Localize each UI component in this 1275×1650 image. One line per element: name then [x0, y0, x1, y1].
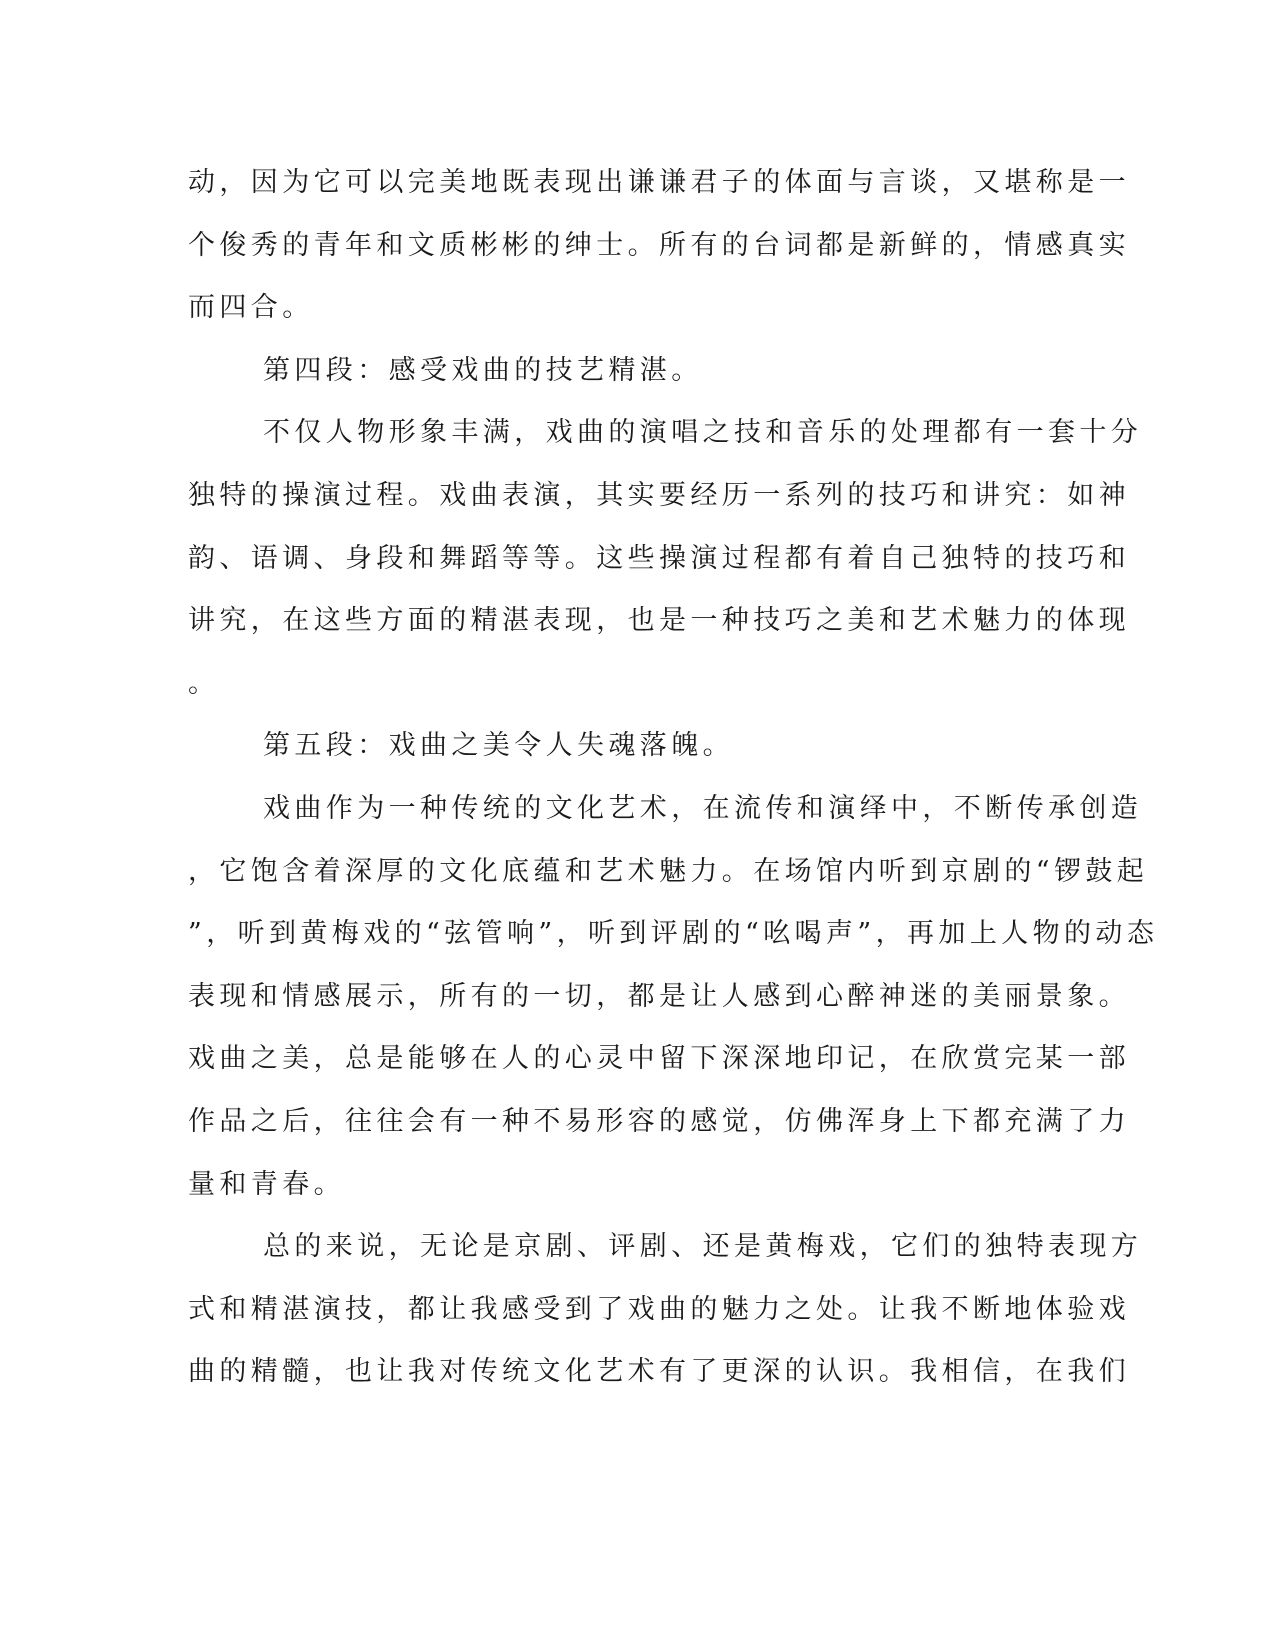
text-line: 总的来说，无论是京剧、评剧、还是黄梅戏，它们的独特表现方: [263, 1231, 1143, 1263]
text-line: 。: [188, 667, 220, 699]
text-line: ”，听到黄梅戏的“弦管响”，听到评剧的“吆喝声”，再加上人物的动态: [188, 918, 1159, 950]
text-line: 量和青春。: [188, 1168, 345, 1200]
section-heading-4: 第四段：感受戏曲的技艺精湛。: [263, 354, 703, 386]
text-line: 表现和情感展示，所有的一切，都是让人感到心醉神迷的美丽景象。: [188, 980, 1130, 1012]
text-line: 曲的精髓，也让我对传统文化艺术有了更深的认识。我相信，在我们: [188, 1356, 1130, 1388]
text-line: 而四合。: [188, 292, 314, 324]
section-heading-5: 第五段：戏曲之美令人失魂落魄。: [263, 730, 734, 762]
text-line: 讲究，在这些方面的精湛表现，也是一种技巧之美和艺术魅力的体现: [188, 605, 1130, 637]
text-line: 动，因为它可以完美地既表现出谦谦君子的体面与言谈，又堪称是一: [188, 167, 1130, 198]
text-line: 式和精湛演技，都让我感受到了戏曲的魅力之处。让我不断地体验戏: [188, 1293, 1130, 1325]
text-line: ，它饱含着深厚的文化底蕴和艺术魅力。在场馆内听到京剧的“锣鼓起: [188, 855, 1149, 887]
text-line: 不仅人物形象丰满，戏曲的演唱之技和音乐的处理都有一套十分: [263, 417, 1143, 449]
text-line: 戏曲作为一种传统的文化艺术，在流传和演绎中，不断传承创造: [263, 792, 1143, 824]
text-line: 个俊秀的青年和文质彬彬的绅士。所有的台词都是新鲜的，情感真实: [188, 229, 1130, 261]
text-line: 戏曲之美，总是能够在人的心灵中留下深深地印记，在欣赏完某一部: [188, 1043, 1130, 1075]
text-line: 作品之后，往往会有一种不易形容的感觉，仿佛浑身上下都充满了力: [188, 1105, 1130, 1137]
document-body: [188, 152, 1159, 1404]
text-line: 韵、语调、身段和舞蹈等等。这些操演过程都有着自己独特的技巧和: [188, 542, 1130, 574]
text-line: 独特的操演过程。戏曲表演，其实要经历一系列的技巧和讲究：如神: [188, 479, 1130, 511]
